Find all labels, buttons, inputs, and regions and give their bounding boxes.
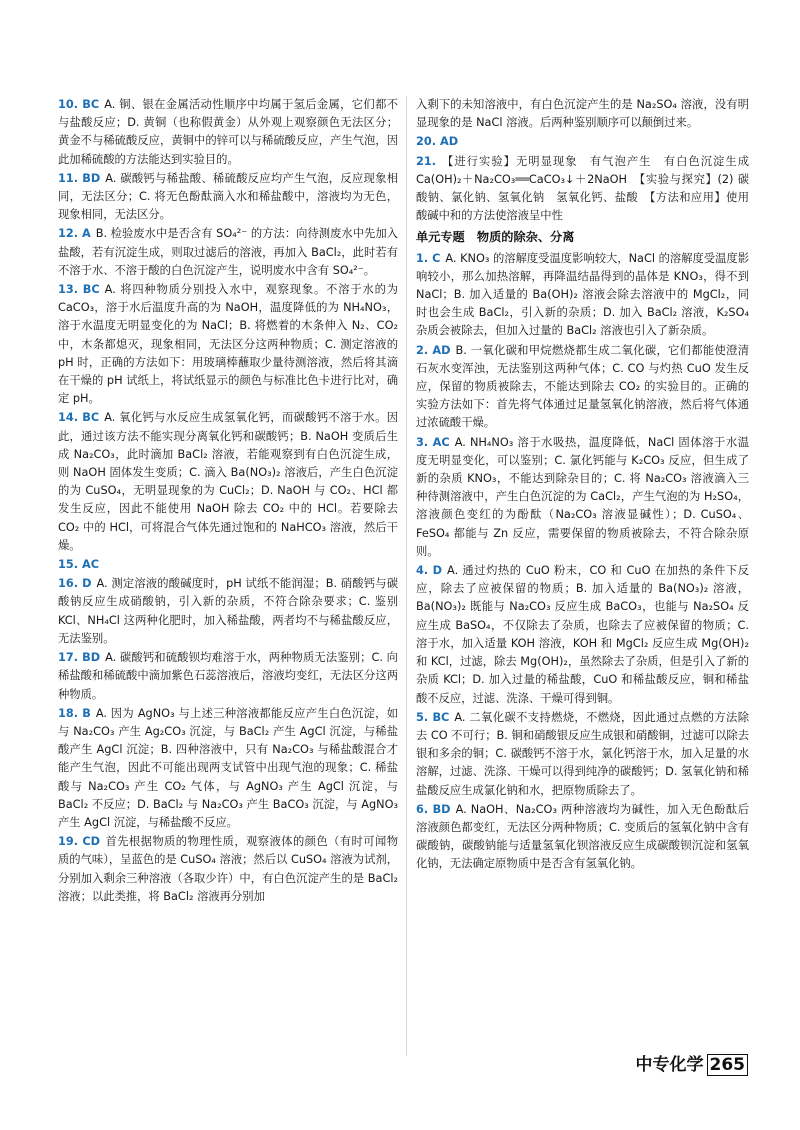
answer-number: 19. CD [58, 835, 101, 849]
answer-number: 15. AC [58, 558, 99, 572]
answer-entry [416, 96, 749, 132]
answer-entry [58, 170, 398, 225]
answer-entry [58, 649, 398, 704]
answer-entry [58, 409, 398, 555]
answer-entry [416, 250, 749, 341]
answer-entry [58, 281, 398, 408]
answer-explanation: 首先根据物质的物理性质，观察液体的颜色（有时可闻物质的气味），呈蓝色的是 CuSO₄ 溶液；然后以 CuSO₄ 溶液为试剂，分别加入剩余三种溶液（各取少许）中，有白色沉淀产生的是 BaCl₂ 溶液；以此类推，将 BaCl₂ 溶液再分别加 [58, 835, 398, 903]
answer-explanation: A. 通过灼热的 CuO 粉末，CO 和 CuO 在加热的条件下反应，除去了应被保留的物质；B. 加入适量的 Ba(NO₃)₂ 溶液，Ba(NO₃)₂ 既能与 Na₂CO₃ 反应生成 BaCO₃，也能与 Na₂SO₄ 反应生成 BaSO₄，不仅除去了杂质，也除去了应被保留的物质；C. 溶于水，加入适量 KOH 溶液，KOH 和 MgCl₂ 反应生成 Mg(OH)₂ 和 KCl，过滤，除去 Mg(OH)₂，虽然除去了杂质，但是引入了新的杂质 KCl；D. 加入过量的稀盐酸，CuO 和稀盐酸反应，铜和稀盐酸不反应，过滤、洗涤、干燥可得到铜。 [416, 564, 750, 705]
answer-number: 17. BD [58, 651, 101, 665]
answer-entry [58, 225, 398, 280]
answer-number: 1. C [416, 251, 441, 265]
answer-entry [58, 96, 398, 169]
answer-number: 12. A [58, 227, 91, 241]
answer-number: 6. BD [416, 802, 451, 816]
answer-explanation: A. 碳酸钙和硫酸钡均难溶于水，两种物质无法鉴别；C. 向稀盐酸和稀硫酸中滴加紫色石蕊溶液后，溶液均变红，无法区分这两种物质。 [58, 651, 398, 701]
answer-explanation: A. 测定溶液的酸碱度时，pH 试纸不能润湿；B. 硝酸钙与碳酸钠反应生成硝酸钠，引入新的杂质，不符合除杂要求；C. 鉴别 KCl、NH₄Cl 这两种化肥时，加入稀盐酸，两者均不与稀盐酸反应，无法鉴别。 [58, 577, 398, 645]
answer-number: 16. D [58, 577, 92, 591]
answer-entry [58, 556, 398, 574]
answer-entry [416, 153, 761, 226]
right-bottom-answer-list [416, 250, 749, 874]
answer-entry [416, 801, 749, 874]
column-divider [406, 96, 407, 1056]
answer-entry [416, 562, 749, 708]
left-answer-list [58, 96, 398, 906]
answer-number: 5. BC [416, 710, 450, 724]
page-footer [636, 1050, 749, 1075]
answer-explanation: A. NH₄NO₃ 溶于水吸热，温度降低，NaCl 固体溶于水温度无明显变化，可以鉴别；C. 氯化钙能与 K₂CO₃ 反应，但生成了新的杂质 KNO₃，不能达到除杂目的；C. 将 Na₂CO₃ 溶液滴入三种待测溶液中，产生白色沉淀的为 CaCl₂，产生气泡的为 H₂SO₄，溶液颜色变红的为酚酞（Na₂CO₃ 溶液显碱性）；D. CuSO₄、FeSO₄ 都能与 Zn 反应，需要保留的物质被除去，不符合除杂原则。 [416, 435, 750, 558]
answer-number: 11. BD [58, 171, 101, 185]
answer-entry [416, 434, 749, 561]
answer-explanation: B. 一氧化碳和甲烷燃烧都生成二氧化碳，它们都能使澄清石灰水变浑浊，无法鉴别这两种气体；C. CO 与灼热 CuO 发生反应，保留的物质被除去，不能达到除去 CO₂ 的实验目的。正确的实验方法如下：首先将气体通过足量氢氧化钠溶液，然后将气体通过浓硫酸干燥。 [416, 343, 749, 430]
answer-explanation: A. 铜、银在金属活动性顺序中均属于氢后金属，它们都不与盐酸反应；D. 黄铜（也称假黄金）从外观上观察颜色无法区分；黄金不与稀硫酸反应，黄铜中的锌可以与稀硫酸反应，产生气泡，因此加稀硫酸的方法能达到实验目的。 [58, 98, 398, 166]
answer-explanation: A. 因为 AgNO₃ 与上述三种溶液都能反应产生白色沉淀，如与 Na₂CO₃ 产生 Ag₂CO₃ 沉淀，与 BaCl₂ 产生 AgCl 沉淀，与稀盐酸产生 AgCl 沉淀；B. 四种溶液中，只有 Na₂CO₃ 与稀盐酸混合才能产生气泡，因此不可能出现两支试管中出现气泡的现象；C. 稀盐酸与 Na₂CO₃ 产生 CO₂ 气体，与 AgNO₃ 产生 AgCl 沉淀，与 BaCl₂ 不反应；D. BaCl₂ 与 Na₂CO₃ 产生 BaCO₃ 沉淀，与 AgNO₃ 产生 AgCl 沉淀，与稀盐酸不反应。 [58, 706, 398, 829]
answer-number: 2. AD [416, 343, 451, 357]
answer-number: 13. BC [58, 283, 100, 297]
answer-entry [416, 133, 749, 151]
answer-explanation: B. 检验废水中是否含有 SO₄²⁻ 的方法：向待测废水中先加入盐酸，若有沉淀生成，则取过滤后的溶液，再加入 BaCl₂，此时若有不溶于水、不溶于酸的白色沉淀产生，说明废水中含有 SO₄²⁻。 [58, 227, 398, 277]
footer-subject: 中专化学 [635, 1055, 704, 1075]
answer-entry [58, 833, 398, 906]
page-number: 265 [707, 1054, 749, 1076]
answer-explanation: A. 碳酸钙与稀盐酸、稀硫酸反应均产生气泡，反应现象相同，无法区分；C. 将无色酚酞滴入水和稀盐酸中，溶液均为无色，现象相同，无法区分。 [58, 171, 399, 222]
right-column [416, 96, 761, 875]
answer-explanation: A. 二氧化碳不支持燃烧，不燃烧，因此通过点燃的方法除去 CO 不可行；B. 铜和硝酸银反应生成银和硝酸铜，过滤可以除去银和多余的铜；C. 碳酸钙不溶于水，氯化钙溶于水，加入足量的水溶解，过滤、洗涤、干燥可以得到纯净的碳酸钙；D. 氢氧化钠和稀盐酸反应生成氯化钠和水，把原物质除去了。 [416, 710, 749, 797]
right-top-answer-list [416, 96, 761, 225]
answer-explanation: A. 氧化钙与水反应生成氢氧化钙，而碳酸钙不溶于水。因此，通过该方法不能实现分离氧化钙和碳酸钙；B. NaOH 变质后生成 Na₂CO₃，此时滴加 BaCl₂ 溶液，若能观察到有白色沉淀生成，则 NaOH 固体发生变质；C. 滴入 Ba(NO₃)₂ 溶液后，产生白色沉淀的为 CuSO₄，无明显现象的为 CuCl₂；D. NaOH 与 CO₂、HCl 都发生反应，因此不能使用 NaOH 除去 CO₂ 中的 HCl。若要除去 CO₂ 中的 HCl，可将混合气体先通过饱和的 NaHCO₃ 溶液，然后干燥。 [58, 411, 398, 552]
answer-number: 4. D [416, 564, 443, 578]
answer-number: 3. AC [416, 435, 450, 449]
answer-number: 14. BC [58, 411, 100, 425]
answer-number: 18. B [58, 706, 91, 720]
answer-explanation: 【进行实验】无明显现象 有气泡产生 有白色沉淀生成 Ca(OH)₂＋Na₂CO₃══CaCO₃↓＋2NaOH 【实验与探究】(2) 碳酸钠、氯化钠、氢氧化钠 氢氧化钙、盐酸 【方法和应用】使用酸碱中和的方法使溶液呈中性 [416, 154, 761, 223]
answer-explanation: A. NaOH、Na₂CO₃ 两种溶液均为碱性，加入无色酚酞后溶液颜色都变红，无法区分两种物质；C. 变质后的氢氧化钠中含有碳酸钠，碳酸钠能与适量氢氧化钡溶液反应生成碳酸钡沉淀和氢氧化钠，无法确定原物质中是否含有氢氧化钠。 [416, 802, 749, 871]
answer-explanation: A. KNO₃ 的溶解度受温度影响较大，NaCl 的溶解度受温度影响较小，那么加热溶解，再降温结晶得到的晶体是 KNO₃，得不到 NaCl；B. 加入适量的 Ba(OH)₂ 溶液会除去溶液中的 MgCl₂，同时也会生成 BaCl₂，引入新的杂质；D. 加入 BaCl₂ 溶液，K₂SO₄ 杂质会被除去，但加入过量的 BaCl₂ 溶液也引入了新杂质。 [416, 251, 749, 338]
answer-entry [416, 709, 749, 800]
answer-entry [416, 342, 749, 433]
answer-explanation: A. 将四种物质分别投入水中，观察现象。不溶于水的为 CaCO₃，溶于水后温度升高的为 NaOH，温度降低的为 NH₄NO₃，溶于水温度无明显变化的为 NaCl；B. 将燃着的木条伸入 N₂、CO₂ 中，木条都熄灭，现象相同，无法区分这两种物质；C. 测定溶液的 pH 时，正确的方法如下：用玻璃棒蘸取少量待测溶液，然后将其滴在干燥的 pH 试纸上，将试纸显示的颜色与标准比色卡进行比对，确定 pH。 [58, 283, 398, 406]
answer-number: 10. BC [58, 98, 100, 111]
section-title: 单元专题 物质的除杂、分离 [416, 230, 575, 245]
left-column [58, 96, 398, 907]
answer-entry [58, 705, 398, 832]
answer-number: 20. AD [416, 135, 459, 149]
answer-number: 21. [416, 154, 437, 168]
answer-explanation: 入剩下的未知溶液中，有白色沉淀产生的是 Na₂SO₄ 溶液，没有明显现象的是 NaCl 溶液。后两种鉴别顺序可以颠倒过来。 [416, 98, 749, 130]
answer-entry [58, 575, 398, 648]
